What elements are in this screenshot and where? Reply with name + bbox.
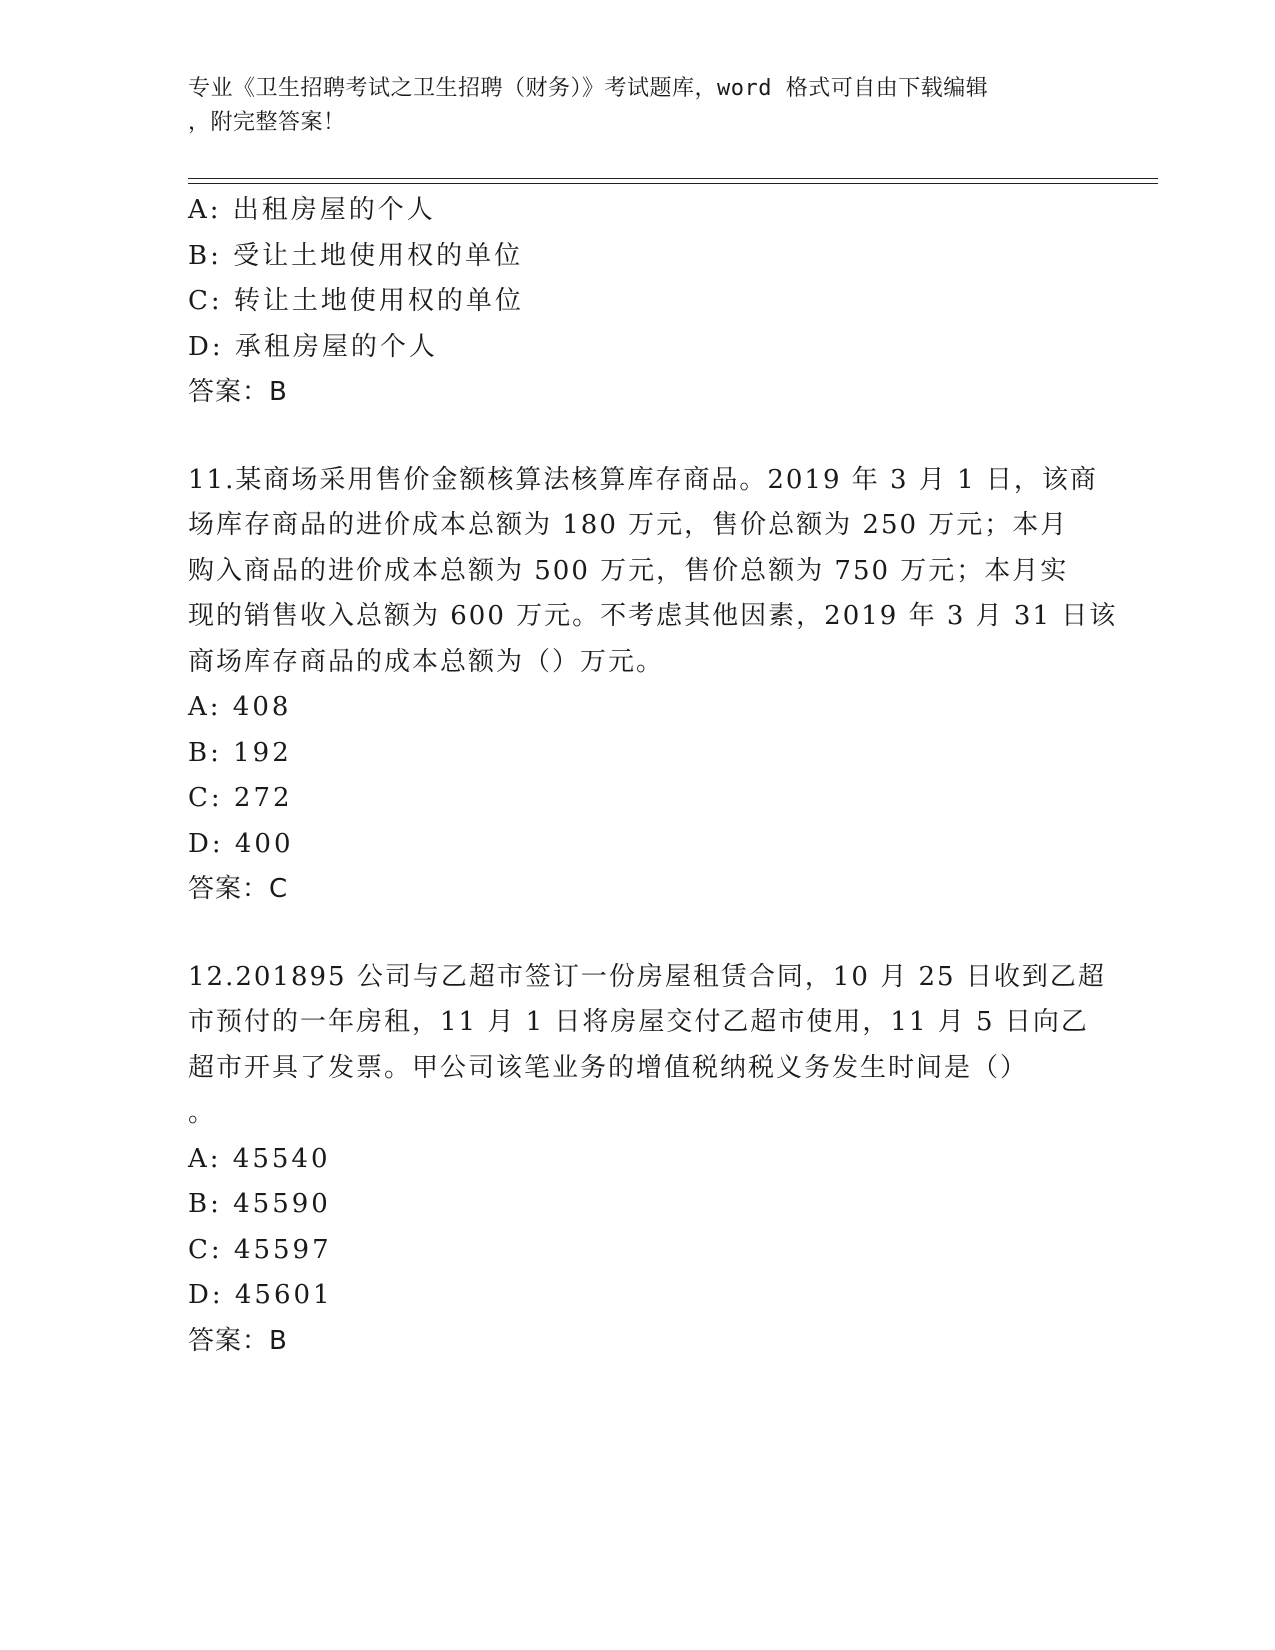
question-stem-line: 12.201895 公司与乙超市签订一份房屋租赁合同，10 月 25 日收到乙超: [188, 961, 1106, 992]
question-stem-line: 超市开具了发票。甲公司该笔业务的增值税纳税义务发生时间是（）: [188, 1052, 1029, 1083]
question-block-10: [188, 188, 1108, 416]
option-c: C: 272: [188, 783, 293, 813]
question-block-11: [188, 458, 1118, 913]
question-stem-line: 购入商品的进价成本总额为 500 万元，售价总额为 750 万元；本月实: [188, 555, 1069, 586]
question-stem-line: 现的销售收入总额为 600 万元。不考虑其他因素，2019 年 3 月 31 日该: [188, 601, 1118, 631]
option-b: B: 受让土地使用权的单位: [188, 240, 524, 271]
question-stem-line: 场库存商品的进价成本总额为 180 万元，售价总额为 250 万元；本月: [188, 510, 1069, 540]
option-a: A: 45540: [188, 1143, 331, 1174]
option-d: D: 承租房屋的个人: [188, 331, 438, 362]
option-a: A: 408: [188, 692, 292, 722]
header-line-2: ，附完整答案！: [188, 110, 346, 135]
option-d: D: 400: [188, 828, 294, 859]
question-stem-line: 市预付的一年房租，11 月 1 日将房屋交付乙超市使用，11 月 5 日向乙: [188, 1007, 1089, 1037]
option-c: C: 转让土地使用权的单位: [188, 286, 524, 316]
option-b: B: 45590: [188, 1189, 331, 1219]
question-stem: [188, 955, 1106, 1137]
question-list: [188, 188, 1118, 1364]
question-stem-line: 商场库存商品的成本总额为（）万元。: [188, 646, 665, 677]
answer-line: 答案：C: [188, 874, 289, 904]
option-c: C: 45597: [188, 1234, 332, 1265]
answer-line: 答案：B: [188, 377, 288, 407]
option-a: A: 出租房屋的个人: [188, 195, 436, 225]
question-block-12: [188, 955, 1108, 1365]
header-divider-top: [188, 178, 1158, 179]
question-stem-line: 。: [188, 1098, 217, 1128]
document-header: [188, 72, 1068, 140]
header-line-1: 专业《卫生招聘考试之卫生招聘（财务）》考试题库，word 格式可自由下载编辑: [188, 76, 989, 101]
answer-line: 答案：B: [188, 1325, 288, 1356]
question-stem-line: 11.某商场采用售价金额核算法核算库存商品。2019 年 3 月 1 日，该商: [188, 464, 1098, 495]
question-stem: [188, 458, 1118, 686]
option-b: B: 192: [188, 737, 292, 768]
option-d: D: 45601: [188, 1280, 333, 1310]
header-divider-bottom: [188, 183, 1158, 184]
